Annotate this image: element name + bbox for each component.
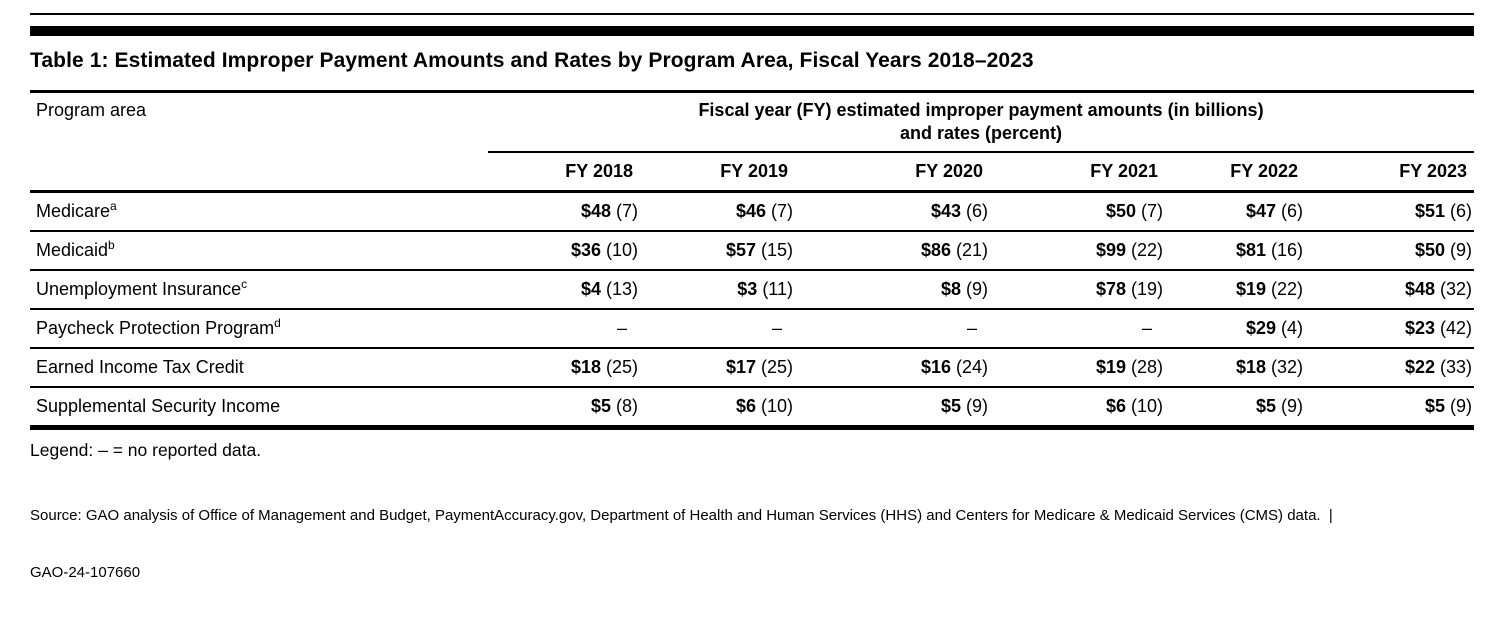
rate-value: (11) [757,279,793,299]
amount-value: $19 [1235,279,1266,299]
group-header-line1: Fiscal year (FY) estimated improper payment amounts (in billions) [698,100,1264,120]
amount-value: $18 [570,357,601,377]
value-cell [1305,270,1474,309]
program-label: Paycheck Protection Program$^d$ [30,309,488,348]
table-row [30,192,1474,232]
rate-value: (9) [1445,396,1472,416]
group-header-row [30,92,1474,153]
table-title: Table 1: Estimated Improper Payment Amounts and Rates by Program Area, Fiscal Years 2018–2023 [30,49,1034,72]
value-cell [640,348,795,387]
value-cell [1165,348,1305,387]
rate-value: (9) [961,279,988,299]
value-cell [488,348,640,387]
amount-value: $19 [1095,357,1126,377]
improper-payments-table [30,90,1474,430]
rate-value: (9) [1276,396,1303,416]
rate-value: (10) [755,396,793,416]
amount-value: $46 [735,201,766,221]
amount-value: $22 [1404,357,1435,377]
table-body [30,192,1474,428]
year-column-header: FY 2023 [1305,152,1474,192]
amount-value: $16 [920,357,951,377]
amount-value: $78 [1095,279,1126,299]
footnote-marker: c [241,277,248,291]
value-cell [1165,192,1305,232]
fiscal-year-group-header [488,92,1474,153]
amount-value: $48 [580,201,611,221]
value-cell [1305,387,1474,428]
amount-value: $29 [1245,318,1276,338]
program-label: Earned Income Tax Credit [30,348,488,387]
amount-value: $6 [735,396,756,416]
rate-value: (7) [611,201,638,221]
amount-value: $5 [1255,396,1276,416]
rate-value: (10) [1125,396,1163,416]
value-cell [1305,309,1474,348]
program-label: Supplemental Security Income [30,387,488,428]
footnote-marker: d [274,316,281,330]
amount-value: $47 [1245,201,1276,221]
rate-value: (21) [950,240,988,260]
value-cell [488,192,640,232]
rate-value: (32) [1265,357,1303,377]
rate-value: (28) [1125,357,1163,377]
value-cell: – [990,309,1165,348]
amount-value: $86 [920,240,951,260]
table-row [30,270,1474,309]
table-row [30,231,1474,270]
year-column-header: FY 2019 [640,152,795,192]
amount-value: $5 [1424,396,1445,416]
rate-value: (25) [600,357,638,377]
rate-value: (19) [1125,279,1163,299]
value-cell [640,270,795,309]
rate-value: (7) [1136,201,1163,221]
rate-value: (6) [1445,201,1472,221]
amount-value: $23 [1404,318,1435,338]
footnote-marker: a [110,199,117,213]
table-header [30,92,1474,192]
rate-value: (22) [1265,279,1303,299]
value-cell [990,348,1165,387]
amount-value: $3 [737,279,758,299]
value-cell [1165,309,1305,348]
rate-value: (6) [961,201,988,221]
footnote-marker: b [108,238,115,252]
table-row [30,348,1474,387]
table-row [30,387,1474,428]
amount-value: $50 [1414,240,1445,260]
amount-value: $8 [940,279,961,299]
value-cell [640,192,795,232]
amount-value: $4 [580,279,601,299]
value-cell [795,270,990,309]
value-cell [488,387,640,428]
amount-value: $36 [570,240,601,260]
value-cell [488,270,640,309]
value-cell: – [795,309,990,348]
value-cell [1305,192,1474,232]
value-cell [990,231,1165,270]
legend-note: Legend: – = no reported data. [30,440,262,460]
amount-value: $5 [940,396,961,416]
year-column-header: FY 2021 [990,152,1165,192]
rate-value: (4) [1276,318,1303,338]
year-column-header: FY 2022 [1165,152,1305,192]
value-cell [795,387,990,428]
rate-value: (32) [1434,279,1472,299]
table-row [30,309,1474,348]
group-header-line2: and rates (percent) [899,123,1063,143]
value-cell [990,387,1165,428]
value-cell [640,387,795,428]
rate-value: (15) [755,240,793,260]
rate-value: (13) [600,279,638,299]
value-cell [990,270,1165,309]
program-label: Medicaid$^b$ [30,231,488,270]
rate-value: (9) [1445,240,1472,260]
program-area-column-header: Program area [30,92,488,192]
title-divider-bar [30,26,1474,36]
program-label: Unemployment Insurance$^c$ [30,270,488,309]
value-cell [1165,270,1305,309]
amount-value: $81 [1235,240,1266,260]
rate-value: (16) [1265,240,1303,260]
value-cell: – [640,309,795,348]
value-cell [1165,231,1305,270]
source-line1: Source: GAO analysis of Office of Management and Budget, PaymentAccuracy.gov, Department of Health and Human Services (HHS) and Centers for Medicare & Medicaid Services (CMS) data. | [30,507,1333,524]
amount-value: $51 [1414,201,1445,221]
value-cell [1305,348,1474,387]
amount-value: $17 [725,357,756,377]
rate-value: (22) [1125,240,1163,260]
rate-value: (33) [1434,357,1472,377]
amount-value: $99 [1095,240,1126,260]
rate-value: (24) [950,357,988,377]
rate-value: (8) [611,396,638,416]
value-cell [1305,231,1474,270]
value-cell [1165,387,1305,428]
value-cell [990,192,1165,232]
amount-value: $50 [1105,201,1136,221]
value-cell [795,231,990,270]
year-column-header: FY 2020 [795,152,990,192]
value-cell [795,192,990,232]
value-cell [640,231,795,270]
amount-value: $48 [1404,279,1435,299]
top-rule [30,13,1474,15]
source-note [30,468,1474,620]
amount-value: $5 [590,396,611,416]
rate-value: (42) [1434,318,1472,338]
value-cell: – [488,309,640,348]
year-column-header: FY 2018 [488,152,640,192]
amount-value: $43 [930,201,961,221]
amount-value: $57 [725,240,756,260]
value-cell [795,348,990,387]
amount-value: $6 [1105,396,1126,416]
rate-value: (10) [600,240,638,260]
source-line2: GAO-24-107660 [30,564,141,581]
rate-value: (7) [766,201,793,221]
rate-value: (6) [1276,201,1303,221]
amount-value: $18 [1235,357,1266,377]
rate-value: (25) [755,357,793,377]
program-label: Medicare$^a$ [36,199,117,221]
rate-value: (9) [961,396,988,416]
value-cell [488,231,640,270]
